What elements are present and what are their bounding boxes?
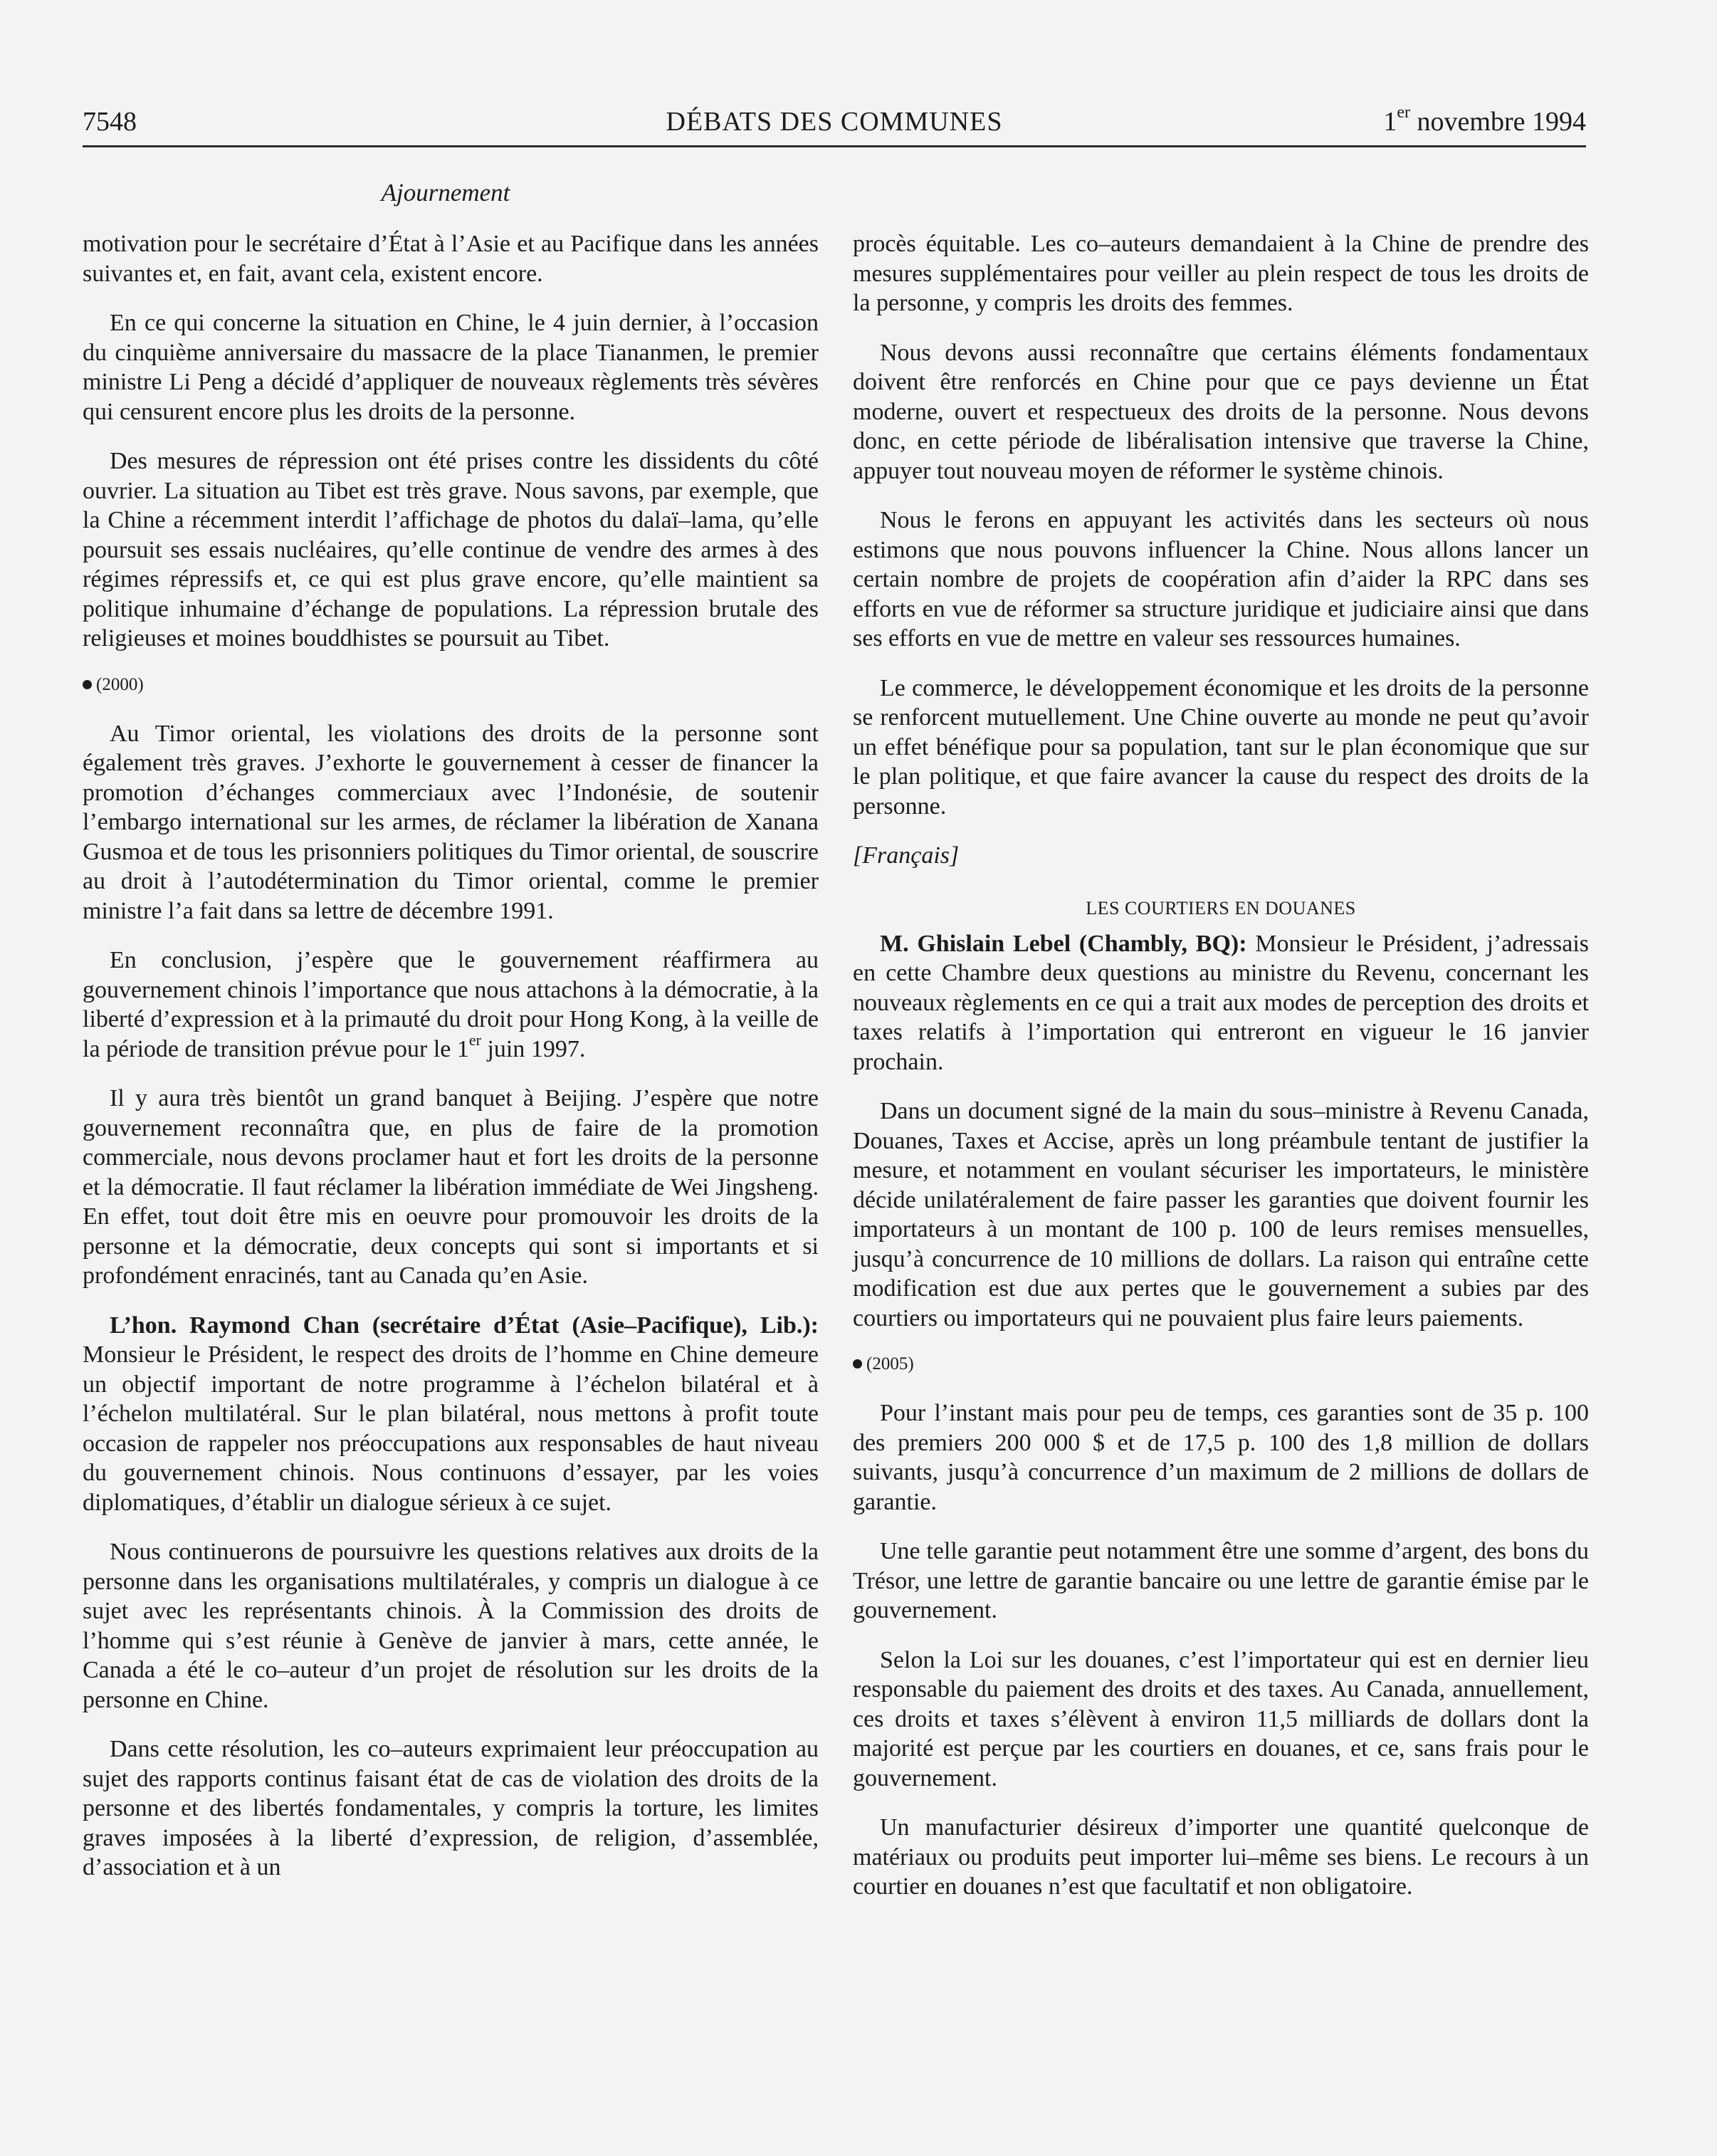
paragraph: Nous devons aussi reconnaître que certains éléments fondamentaux doivent être renforcés en Chine pour que ce pays devienne un État moderne, ouvert et respectueux des droits de la personne. Nous devons donc, en cette période de libéralisation intensive que traverse la Chine, appuyer tout nouveau moyen de réformer le système chinois. [853, 339, 1589, 484]
ordinal-sup: er [468, 1031, 481, 1050]
time-marker-text: (2005) [866, 1354, 914, 1373]
page-header [83, 101, 1586, 142]
header-rule [83, 145, 1586, 147]
paragraph: Selon la Loi sur les douanes, c’est l’importateur qui est en dernier lieu responsable du paiement des droits et des taxes. Au Canada, annuellement, ces droits et taxes s’élèvent à environ 11,5 milliards de dollars dont la majorité est perçue par les courtiers en douanes, et ce, sans frais pour le gouvernement. [853, 1646, 1589, 1791]
bullet-icon [853, 1359, 862, 1369]
paragraph: Nous continuerons de poursuivre les questions relatives aux droits de la personne dans les organisations multilatérales, y compris un dialogue à ce sujet avec les représentants chinois. À la Commission des droits de l’homme qui s’est réunie à Genève de janvier à mars, cette année, le Canada a été le co–auteur d’un projet de résolution sur les droits de la personne en Chine. [83, 1539, 819, 1713]
paragraph-text: juin 1997. [481, 1035, 586, 1062]
time-marker [853, 1353, 1589, 1376]
paragraph: motivation pour le secrétaire d’État à l’Asie et au Pacifique dans les années suivantes et, en fait, avant cela, existent encore. [83, 231, 819, 287]
paragraph: Dans cette résolution, les co–auteurs exprimaient leur préoccupation au sujet des rapports continus faisant état de cas de violation des droits de la personne et des libertés fondamentales, y compris la torture, les limites graves imposées à la liberté d’expression, de religion, d’assemblée, d’association et à un [83, 1736, 819, 1880]
header-date-sup: er [1397, 103, 1411, 122]
paragraph: Des mesures de répression ont été prises contre les dissidents du côté ouvrier. La situation au Tibet est très grave. Nous savons, par exemple, que la Chine a récemment interdit l’affichage de photos du dalaï–lama, qu’elle poursuit ses essais nucléaires, qu’elle continue de vendre des armes à des régimes répressifs et, ce qui est plus grave encore, qu’elle maintient sa politique inhumaine d’échange de populations. La répression brutale des religieuses et moines bouddhistes se poursuit au Tibet. [83, 448, 819, 651]
language-marker: [Français] [853, 842, 960, 869]
subject-heading: LES COURTIERS EN DOUANES [1086, 897, 1356, 919]
paragraph: Le commerce, le développement économique et les droits de la personne se renforcent mutuellement. Une Chine ouverte au monde ne peut qu’avoir un effet bénéfique pour sa population, tant sur le plan économique que sur le plan politique, et que faire avancer la cause du respect des droits de la personne. [853, 674, 1589, 820]
header-date-day: 1 [1383, 107, 1397, 137]
header-date [1383, 101, 1586, 142]
left-column [83, 229, 819, 1903]
paragraph: Nous le ferons en appuyant les activités dans les secteurs où nous estimons que nous pouvons influencer la Chine. Nous allons lancer un certain nombre de projets de coopération afin d’aider la RPC dans ses efforts en vue de réformer sa structure juridique et judiciaire ainsi que dans ses efforts en vue de mettre en valeur ses ressources humaines. [853, 507, 1589, 651]
paragraph: En ce qui concerne la situation en Chine, le 4 juin dernier, à l’occasion du cinquième anniversaire du massacre de la place Tiananmen, le premier ministre Li Peng a décidé d’appliquer de nouveaux règlements très sévères qui censurent encore plus les droits de la personne. [83, 310, 819, 425]
journal-title: DÉBATS DES COMMUNES [666, 107, 1003, 137]
paragraph: Au Timor oriental, les violations des droits de la personne sont également très graves. J’exhorte le gouvernement à cesser de financer la promotion d’échanges commerciaux avec l’Indonésie, de soutenir l’embargo international sur les armes, de réclamer la libération de Xanana Gusmoa et de tous les prisonniers politiques du Timor oriental, de souscrire au droit à l’autodétermination du Timor oriental, comme le premier ministre l’a fait dans sa lettre de décembre 1991. [83, 720, 819, 924]
paragraph: Une telle garantie peut notamment être une somme d’argent, des bons du Trésor, une lettre de garantie bancaire ou une lettre de garantie émise par le gouvernement. [853, 1538, 1589, 1623]
page-number: 7548 [83, 107, 137, 137]
speaker-name: L’hon. Raymond Chan (secrétaire d’État (Asie–Pacifique), Lib.): [110, 1312, 819, 1339]
speech-paragraph [83, 1311, 819, 1518]
section-heading: Ajournement [381, 179, 510, 206]
header-date-rest: novembre 1994 [1410, 107, 1586, 137]
paragraph-text: En conclusion, j’espère que le gouvernement réaffirmera au gouvernement chinois l’importance que nous attachons à la démocratie, à la liberté d’expression et à la primauté du droit pour Hong Kong, à la veille de la période de transition prévue pour le 1 [83, 947, 819, 1062]
bullet-icon [83, 680, 92, 689]
paragraph: Il y aura très bientôt un grand banquet à Beijing. J’espère que notre gouvernement reconnaîtra que, en plus de faire de la promotion commerciale, nous devons proclamer haut et fort les droits de la personne et la démocratie. Il faut réclamer la libération immédiate de Wei Jingsheng. En effet, tout doit être mis en oeuvre pour promouvoir les droits de la personne et la démocratie, deux concepts qui sont si importants et si profondément enracinés, tant au Canada qu’en Asie. [83, 1085, 819, 1289]
paragraph: procès équitable. Les co–auteurs demandaient à la Chine de prendre des mesures supplémentaires pour veiller au plein respect de tous les droits de la personne, y compris les droits des femmes. [853, 231, 1589, 316]
right-column [853, 229, 1589, 1922]
paragraph: Dans un document signé de la main du sous–ministre à Revenu Canada, Douanes, Taxes et Accise, après un long préambule tentant de justifier la mesure, et notamment en voulant sécuriser les importateurs, le ministère décide unilatéralement de faire passer les garanties que doivent fournir les importateurs à un montant de 100 p. 100 de leurs remises mensuelles, jusqu’à concurrence de 10 millions de dollars. La raison qui entraîne cette modification est due aux pertes que le gouvernement a subies par des courtiers ou importateurs qui ne pouvaient plus faire leurs paiements. [853, 1098, 1589, 1331]
speech-text: Monsieur le Président, j’adressais en cette Chambre deux questions au ministre du Revenu, concernant les nouveaux règlements en ce qui a trait aux modes de perception des droits et taxes relatifs à l’importation qui entreront en vigueur le 16 janvier prochain. [853, 930, 1589, 1075]
paragraph: Un manufacturier désireux d’importer une quantité quelconque de matériaux ou produits peut importer lui–même ses biens. Le recours à un courtier en douanes n’est que facultatif et non obligatoire. [853, 1814, 1589, 1900]
speaker-name: M. Ghislain Lebel (Chambly, BQ): [880, 930, 1247, 957]
time-marker [83, 674, 819, 696]
speech-text: Monsieur le Président, le respect des droits de l’homme en Chine demeure un objectif important de notre programme à l’échelon bilatéral et à l’échelon multilatéral. Sur le plan bilatéral, nous mettons à profit toute occasion de rappeler nos préoccupations aux responsables de haut niveau du gouvernement chinois. Nous continuons d’essayer, par les voies diplomatiques, d’établir un dialogue sérieux à ce sujet. [83, 1341, 819, 1516]
paragraph: Pour l’instant mais pour peu de temps, ces garanties sont de 35 p. 100 des premiers 200 000 $ et de 17,5 p. 100 des 1,8 million de dollars suivants, jusqu’à concurrence d’un maximum de 2 millions de dollars de garantie. [853, 1400, 1589, 1515]
speech-paragraph [853, 929, 1589, 1077]
paragraph [83, 946, 819, 1064]
time-marker-text: (2000) [96, 674, 144, 694]
